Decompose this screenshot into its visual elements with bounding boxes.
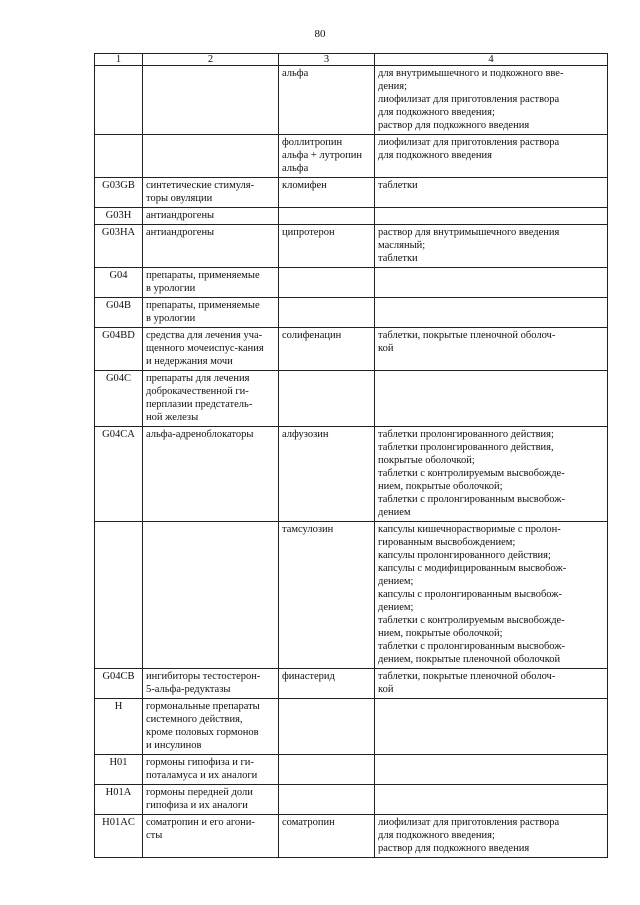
- dosage-form-line: дением: [378, 507, 411, 518]
- group-line: ингибиторы тестостерон-: [146, 671, 261, 682]
- dosage-form-cell: [375, 785, 608, 815]
- atc-group-cell: [143, 178, 279, 208]
- dosage-form-cell: [375, 755, 608, 785]
- dosage-form-line: таблетки: [378, 253, 418, 264]
- group-line: средства для лечения уча-: [146, 330, 263, 341]
- atc-code-cell: G04: [95, 268, 143, 298]
- dosage-form-line: покрытые оболочкой;: [378, 455, 475, 466]
- drug-name-cell: [279, 427, 375, 522]
- dosage-form-line: для подкожного введения;: [378, 830, 495, 841]
- dosage-form-line: таблетки с контролируемым высвобожде-: [378, 468, 565, 479]
- group-line: поталамуса и их аналоги: [146, 770, 258, 781]
- dosage-form-cell: [375, 268, 608, 298]
- table-row: [95, 66, 608, 135]
- dosage-form-line: для подкожного введения: [378, 150, 492, 161]
- table-row: [95, 328, 608, 371]
- dosage-form-line: раствор для подкожного введения: [378, 843, 530, 854]
- atc-code-cell: [95, 66, 143, 135]
- group-line: торы овуляции: [146, 193, 213, 204]
- table-row: [95, 135, 608, 178]
- dosage-form-cell: [375, 427, 608, 522]
- drug-name-line: альфа + лутропин: [282, 150, 362, 161]
- column-header-4: 4: [375, 54, 608, 66]
- group-line: в урологии: [146, 313, 196, 324]
- group-line: синтетические стимуля-: [146, 180, 255, 191]
- drug-name-line: алфузозин: [282, 429, 329, 440]
- drug-name-line: фоллитропин: [282, 137, 343, 148]
- atc-code-cell: G03HA: [95, 225, 143, 268]
- dosage-form-line: кой: [378, 343, 394, 354]
- dosage-form-line: таблетки пролонгированного действия,: [378, 442, 554, 453]
- group-line: соматропин и его агони-: [146, 817, 255, 828]
- dosage-form-line: таблетки: [378, 180, 418, 191]
- atc-group-cell: [143, 66, 279, 135]
- dosage-form-line: капсулы с пролонгированным высвобож-: [378, 589, 563, 600]
- drug-name-cell: [279, 66, 375, 135]
- group-line: и недержания мочи: [146, 356, 233, 367]
- table-row: [95, 371, 608, 427]
- drug-name-line: солифенацин: [282, 330, 342, 341]
- drug-name-cell: [279, 225, 375, 268]
- group-line: ной железы: [146, 412, 199, 423]
- atc-group-cell: [143, 669, 279, 699]
- group-line: 5-альфа-редуктазы: [146, 684, 231, 695]
- drug-name-cell: [279, 522, 375, 669]
- atc-code-cell: H01A: [95, 785, 143, 815]
- drug-name-cell: [279, 178, 375, 208]
- drug-name-cell: [279, 815, 375, 858]
- atc-group-cell: [143, 522, 279, 669]
- dosage-form-line: гированным высвобождением;: [378, 537, 516, 548]
- dosage-form-cell: [375, 178, 608, 208]
- group-line: кроме половых гормонов: [146, 727, 259, 738]
- drug-name-line: альфа: [282, 68, 309, 79]
- table-row: [95, 522, 608, 669]
- drug-name-line: тамсулозин: [282, 524, 334, 535]
- dosage-form-line: капсулы кишечнорастворимые с пролон-: [378, 524, 561, 535]
- atc-code-cell: G03GB: [95, 178, 143, 208]
- atc-code-cell: H01AC: [95, 815, 143, 858]
- group-line: доброкачественной ги-: [146, 386, 249, 397]
- group-line: препараты, применяемые: [146, 300, 260, 311]
- group-line: антиандрогены: [146, 210, 215, 221]
- dosage-form-line: кой: [378, 684, 394, 695]
- dosage-form-cell: [375, 298, 608, 328]
- drug-name-line: кломифен: [282, 180, 327, 191]
- dosage-form-cell: [375, 225, 608, 268]
- atc-group-cell: [143, 298, 279, 328]
- group-line: щенного мочеиспус-кания: [146, 343, 264, 354]
- atc-code-cell: G04B: [95, 298, 143, 328]
- atc-code-cell: [95, 135, 143, 178]
- atc-group-cell: [143, 208, 279, 225]
- atc-group-cell: [143, 785, 279, 815]
- table-row: [95, 298, 608, 328]
- group-line: в урологии: [146, 283, 196, 294]
- table-row: [95, 268, 608, 298]
- dosage-form-line: раствор для подкожного введения: [378, 120, 530, 131]
- group-line: препараты, применяемые: [146, 270, 260, 281]
- drug-name-cell: [279, 755, 375, 785]
- dosage-form-cell: [375, 208, 608, 225]
- dosage-form-cell: [375, 669, 608, 699]
- dosage-form-cell: [375, 522, 608, 669]
- dosage-form-line: лиофилизат для приготовления раствора: [378, 817, 560, 828]
- group-line: антиандрогены: [146, 227, 215, 238]
- column-header-2: 2: [143, 54, 279, 66]
- atc-code-cell: G04CB: [95, 669, 143, 699]
- dosage-form-line: для внутримышечного и подкожного вве-: [378, 68, 564, 79]
- dosage-form-cell: [375, 371, 608, 427]
- drug-name-line: соматропин: [282, 817, 335, 828]
- atc-group-cell: [143, 427, 279, 522]
- table-row: [95, 815, 608, 858]
- atc-group-cell: [143, 268, 279, 298]
- group-line: гормоны гипофиза и ги-: [146, 757, 254, 768]
- drug-name-cell: [279, 135, 375, 178]
- table-row: [95, 178, 608, 208]
- atc-group-cell: [143, 225, 279, 268]
- drug-name-cell: [279, 371, 375, 427]
- dosage-form-cell: [375, 328, 608, 371]
- atc-code-cell: G04CA: [95, 427, 143, 522]
- drug-name-line: ципротерон: [282, 227, 335, 238]
- column-header-1: 1: [95, 54, 143, 66]
- atc-group-cell: [143, 328, 279, 371]
- dosage-form-line: масляный;: [378, 240, 426, 251]
- dosage-form-line: таблетки пролонгированного действия;: [378, 429, 554, 440]
- drug-name-cell: [279, 669, 375, 699]
- atc-group-cell: [143, 371, 279, 427]
- group-line: системного действия,: [146, 714, 243, 725]
- table-row: [95, 785, 608, 815]
- page-number: 80: [314, 28, 326, 40]
- dosage-form-cell: [375, 699, 608, 755]
- dosage-form-line: таблетки с пролонгированным высвобож-: [378, 494, 566, 505]
- dosage-form-line: капсулы с модифицированным высвобож-: [378, 563, 567, 574]
- group-line: гипофиза и их аналоги: [146, 800, 248, 811]
- table-row: [95, 225, 608, 268]
- drug-name-line: альфа: [282, 163, 309, 174]
- drug-name-cell: [279, 268, 375, 298]
- atc-code-cell: G03H: [95, 208, 143, 225]
- drug-name-cell: [279, 328, 375, 371]
- group-line: гормональные препараты: [146, 701, 260, 712]
- table-row: [95, 427, 608, 522]
- drug-name-line: финастерид: [282, 671, 335, 682]
- dosage-form-line: нием, покрытые оболочкой;: [378, 628, 503, 639]
- dosage-form-line: таблетки, покрытые пленочной оболоч-: [378, 671, 556, 682]
- atc-code-cell: G04BD: [95, 328, 143, 371]
- group-line: альфа-адреноблокаторы: [146, 429, 254, 440]
- atc-group-cell: [143, 135, 279, 178]
- drug-table: [94, 53, 608, 858]
- atc-code-cell: [95, 522, 143, 669]
- dosage-form-line: дением;: [378, 602, 414, 613]
- column-header-3: 3: [279, 54, 375, 66]
- dosage-form-line: лиофилизат для приготовления раствора: [378, 94, 560, 105]
- dosage-form-line: таблетки с пролонгированным высвобож-: [378, 641, 566, 652]
- dosage-form-line: нием, покрытые оболочкой;: [378, 481, 503, 492]
- dosage-form-cell: [375, 815, 608, 858]
- group-line: и инсулинов: [146, 740, 202, 751]
- table-row: [95, 208, 608, 225]
- table-header-row: [95, 54, 608, 66]
- table-body: [95, 66, 608, 858]
- drug-name-cell: [279, 298, 375, 328]
- group-line: препараты для лечения: [146, 373, 250, 384]
- dosage-form-line: лиофилизат для приготовления раствора: [378, 137, 560, 148]
- dosage-form-line: таблетки, покрытые пленочной оболоч-: [378, 330, 556, 341]
- table-row: [95, 699, 608, 755]
- table-row: [95, 669, 608, 699]
- atc-code-cell: G04C: [95, 371, 143, 427]
- atc-code-cell: H: [95, 699, 143, 755]
- dosage-form-line: дения;: [378, 81, 407, 92]
- dosage-form-line: для подкожного введения;: [378, 107, 495, 118]
- dosage-form-line: дением, покрытые пленочной оболочкой: [378, 654, 561, 665]
- drug-name-cell: [279, 208, 375, 225]
- table-row: [95, 755, 608, 785]
- dosage-form-cell: [375, 135, 608, 178]
- atc-code-cell: H01: [95, 755, 143, 785]
- dosage-form-line: дением;: [378, 576, 414, 587]
- drug-name-cell: [279, 785, 375, 815]
- dosage-form-line: капсулы пролонгированного действия;: [378, 550, 551, 561]
- atc-group-cell: [143, 699, 279, 755]
- group-line: перплазии предстатель-: [146, 399, 253, 410]
- group-line: гормоны передней доли: [146, 787, 253, 798]
- atc-group-cell: [143, 815, 279, 858]
- dosage-form-line: раствор для внутримышечного введения: [378, 227, 560, 238]
- dosage-form-line: таблетки с контролируемым высвобожде-: [378, 615, 565, 626]
- group-line: сты: [146, 830, 163, 841]
- drug-name-cell: [279, 699, 375, 755]
- dosage-form-cell: [375, 66, 608, 135]
- atc-group-cell: [143, 755, 279, 785]
